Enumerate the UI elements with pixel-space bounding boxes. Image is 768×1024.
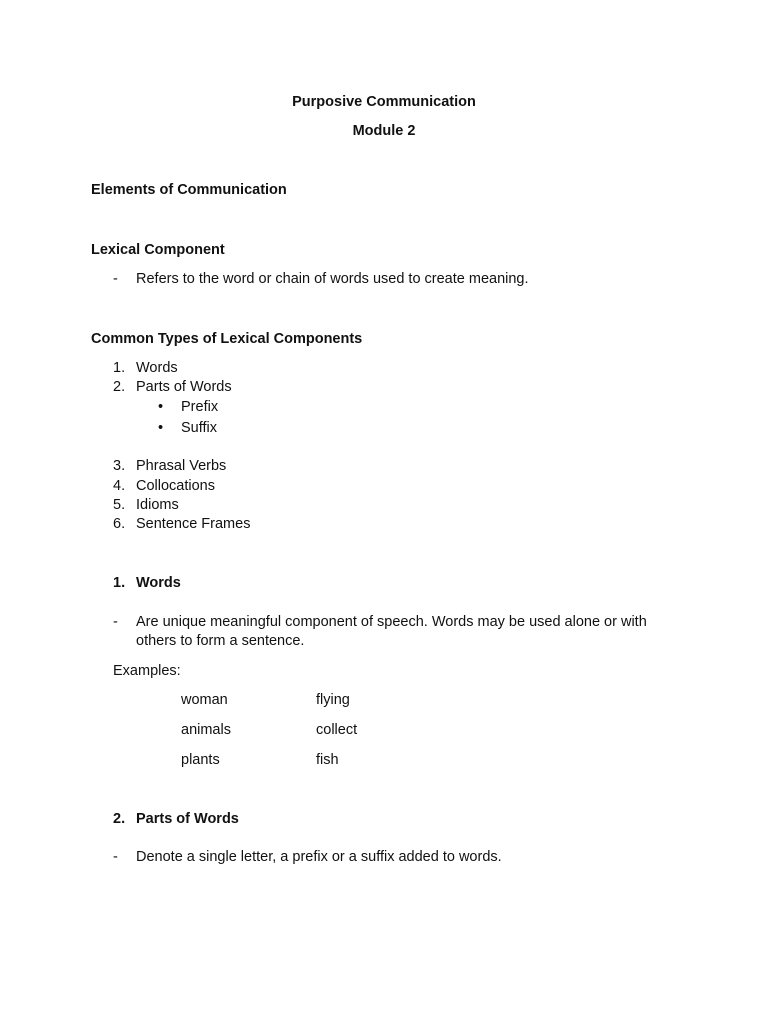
example-word: woman	[181, 692, 228, 708]
list-item-number: 3.	[113, 458, 126, 474]
example-word: flying	[316, 692, 350, 708]
section-heading-parts-of-words: Parts of Words	[136, 811, 239, 827]
example-word: collect	[316, 722, 358, 738]
examples-label: Examples:	[113, 663, 181, 679]
sub-item-suffix: Suffix	[181, 420, 218, 436]
dash-marker: -	[113, 614, 118, 630]
list-item-number: 6.	[113, 516, 126, 532]
list-item-number: 2.	[113, 379, 126, 395]
bullet-icon: •	[158, 399, 164, 415]
example-word: animals	[181, 722, 231, 738]
list-item-collocations: Collocations	[136, 478, 215, 494]
list-item-number: 1.	[113, 360, 126, 376]
section-number: 2.	[113, 811, 126, 827]
list-item-phrasal-verbs: Phrasal Verbs	[136, 458, 227, 474]
example-word: plants	[181, 752, 220, 768]
section-heading-elements: Elements of Communication	[91, 182, 287, 198]
section-heading-words: Words	[136, 575, 181, 591]
section-heading-lexical-component: Lexical Component	[91, 242, 225, 258]
document-title: Purposive Communication	[292, 94, 476, 110]
sub-item-prefix: Prefix	[181, 399, 219, 415]
words-definition-line: Are unique meaningful component of speech. Words may be used alone or with	[136, 614, 647, 630]
section-heading-common-types: Common Types of Lexical Components	[91, 331, 363, 347]
list-item-idioms: Idioms	[136, 497, 179, 513]
module-label: Module 2	[352, 123, 416, 139]
bullet-icon: •	[158, 420, 164, 436]
words-definition-line: others to form a sentence.	[136, 633, 305, 649]
example-word: fish	[316, 752, 339, 768]
section-number: 1.	[113, 575, 126, 591]
list-item-number: 5.	[113, 497, 126, 513]
dash-marker: -	[113, 849, 118, 865]
dash-marker: -	[113, 271, 118, 287]
parts-of-words-definition: Denote a single letter, a prefix or a suffix added to words.	[136, 849, 502, 865]
list-item-words: Words	[136, 360, 178, 376]
list-item-parts-of-words: Parts of Words	[136, 379, 232, 395]
list-item-sentence-frames: Sentence Frames	[136, 516, 251, 532]
lexical-component-definition: Refers to the word or chain of words used to create meaning.	[136, 271, 529, 287]
list-item-number: 4.	[113, 478, 126, 494]
